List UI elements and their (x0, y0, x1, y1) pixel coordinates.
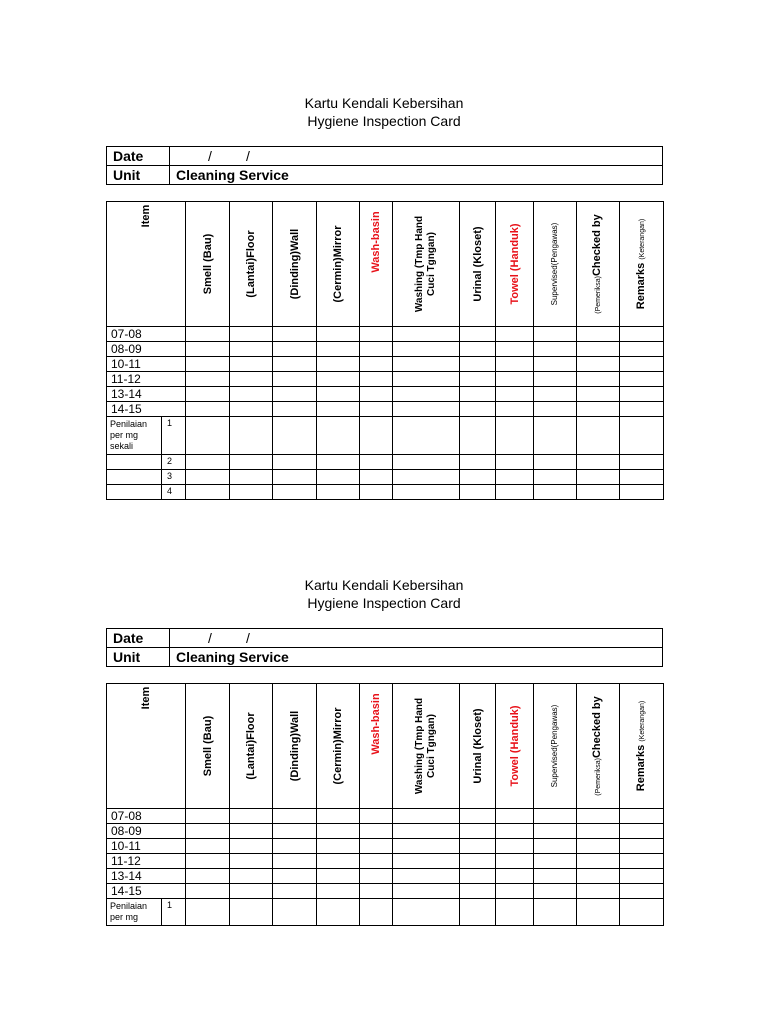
table-row: 08-09 (107, 824, 664, 839)
date-slash: / (208, 630, 212, 646)
penilaian-label: Penilaian per mg (107, 899, 162, 926)
column-header-urinal: Urinal (Kloset) (460, 202, 496, 327)
unit-value: Cleaning Service (170, 648, 663, 667)
date-field[interactable] (170, 147, 663, 166)
column-header-towel: Towel (Handuk) (496, 202, 534, 327)
column-header-checked-by: (Pemeriksa)Checked by (577, 684, 620, 809)
column-header-smell: Smell (Bau) (186, 202, 230, 327)
column-header-washbasin: Wash-basin (360, 684, 393, 809)
table-row: 07-08 (107, 809, 664, 824)
card2 (106, 628, 663, 926)
date-slash: / (246, 630, 250, 646)
table-row: Penilaian per mg sekali 1 (107, 417, 664, 455)
column-header-washbasin: Wash-basin (360, 202, 393, 327)
table-row: 10-11 (107, 839, 664, 854)
table-row: 08-09 (107, 342, 664, 357)
column-header-washing: Washing (Tmp Hand Cuci Tgngan) (393, 202, 460, 327)
column-header-floor: (Lantai)Floor (230, 202, 273, 327)
column-header-wall: (Dinding)Wall (273, 684, 317, 809)
table-row: 4 (107, 485, 664, 500)
column-header-floor: (Lantai)Floor (230, 684, 273, 809)
unit-label: Unit (107, 648, 170, 667)
column-header-urinal: Urinal (Kloset) (460, 684, 496, 809)
card1 (106, 146, 663, 500)
table-row: 13-14 (107, 869, 664, 884)
date-slash: / (246, 148, 250, 164)
table-row: Penilaian per mg 1 (107, 899, 664, 926)
card2-title-line1: Kartu Kendali Kebersihan (304, 577, 464, 593)
column-header-supervised: Supervised(Pengawas) (534, 202, 577, 327)
column-header-item (107, 202, 186, 327)
card2-title-line2: Hygiene Inspection Card (307, 595, 461, 611)
column-header-washing: Washing (Tmp Hand Cuci Tgngan) (393, 684, 460, 809)
table-row: 10-11 (107, 357, 664, 372)
card1-inspection-grid (106, 201, 664, 500)
unit-label: Unit (107, 166, 170, 185)
date-label: Date (107, 629, 170, 648)
table-row: 14-15 (107, 402, 664, 417)
table-row: 2 (107, 455, 664, 470)
column-header-wall: (Dinding)Wall (273, 202, 317, 327)
card1-title-line1: Kartu Kendali Kebersihan (304, 95, 464, 111)
item-header-text: Item (140, 204, 152, 228)
table-row: 07-08 (107, 327, 664, 342)
card1-title-line2: Hygiene Inspection Card (307, 113, 461, 129)
column-header-towel: Towel (Handuk) (496, 684, 534, 809)
penilaian-label: Penilaian per mg sekali (107, 417, 162, 455)
table-row: 3 (107, 470, 664, 485)
card1-info-table (106, 146, 663, 185)
table-row: 13-14 (107, 387, 664, 402)
column-header-item: Item (107, 684, 186, 809)
date-field[interactable] (170, 629, 663, 648)
column-header-remarks: Remarks (Keterangan) (620, 684, 664, 809)
table-row: 14-15 (107, 884, 664, 899)
table-row: 11-12 (107, 372, 664, 387)
card2-inspection-grid (106, 683, 664, 926)
date-label: Date (107, 147, 170, 166)
column-header-mirror: (Cermin)Mirror (317, 202, 360, 327)
table-row: 11-12 (107, 854, 664, 869)
column-header-checked-by: (Pemeriksa)Checked by (577, 202, 620, 327)
card2-info-table (106, 628, 663, 667)
column-header-supervised: Supervised(Pengawas) (534, 684, 577, 809)
unit-value: Cleaning Service (170, 166, 663, 185)
column-header-smell: Smell (Bau) (186, 684, 230, 809)
column-header-remarks: Remarks (Keterangan) (620, 202, 664, 327)
column-header-mirror: (Cermin)Mirror (317, 684, 360, 809)
date-slash: / (208, 148, 212, 164)
